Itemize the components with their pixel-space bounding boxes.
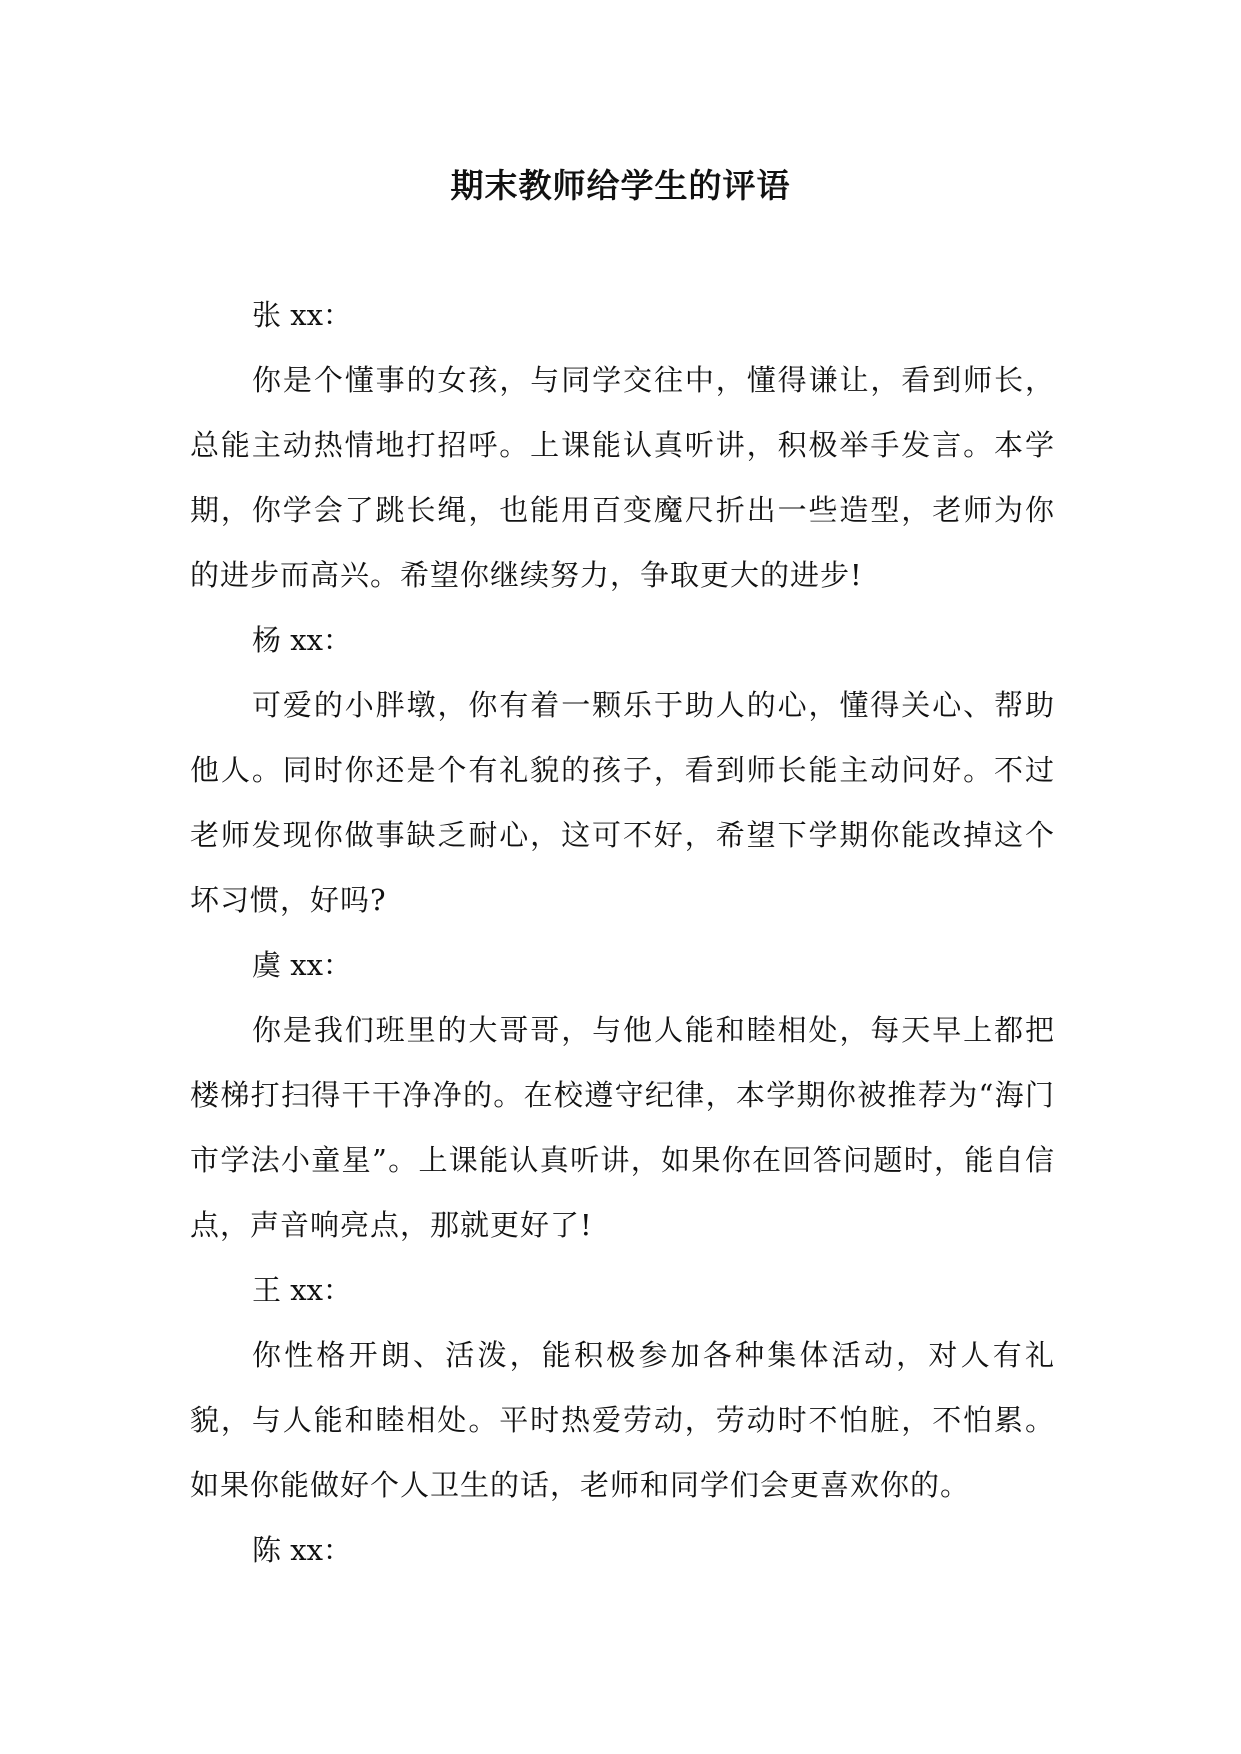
comment-text: 你是个懂事的女孩，与同学交往中，懂得谦让，看到师长，总能主动热情地打招呼。上课能认真听讲，积极举手发言。本学期，你学会了跳长绳，也能用百变魔尺折出一些造型，老师为你的进步而高兴。希望你继续努力，争取更大的进步! [190,363,1055,592]
comments-body [190,283,1055,1583]
comment-text: 你是我们班里的大哥哥，与他人能和睦相处，每天早上都把楼梯打扫得干干净净的。在校遵守纪律，本学期你被推荐为“海门市学法小童星”。上课能认真听讲，如果你在回答问题时，能自信点，声音响亮点，那就更好了! [190,1013,1055,1242]
student-name: 王 xx： [252,1273,352,1307]
comment-text: 你性格开朗、活泼，能积极参加各种集体活动，对人有礼貌，与人能和睦相处。平时热爱劳动，劳动时不怕脏，不怕累。如果你能做好个人卫生的话，老师和同学们会更喜欢你的。 [190,1338,1055,1502]
document-title: 期末教师给学生的评语 [450,166,791,205]
student-name: 陈 xx： [252,1533,352,1567]
student-name: 虞 xx： [252,948,352,982]
comment-text: 可爱的小胖墩，你有着一颗乐于助人的心，懂得关心、帮助他人。同时你还是个有礼貌的孩子，看到师长能主动问好。不过老师发现你做事缺乏耐心，这可不好，希望下学期你能改掉这个坏习惯，好吗? [190,688,1055,917]
student-name: 杨 xx： [252,623,352,657]
student-name: 张 xx： [252,298,352,332]
